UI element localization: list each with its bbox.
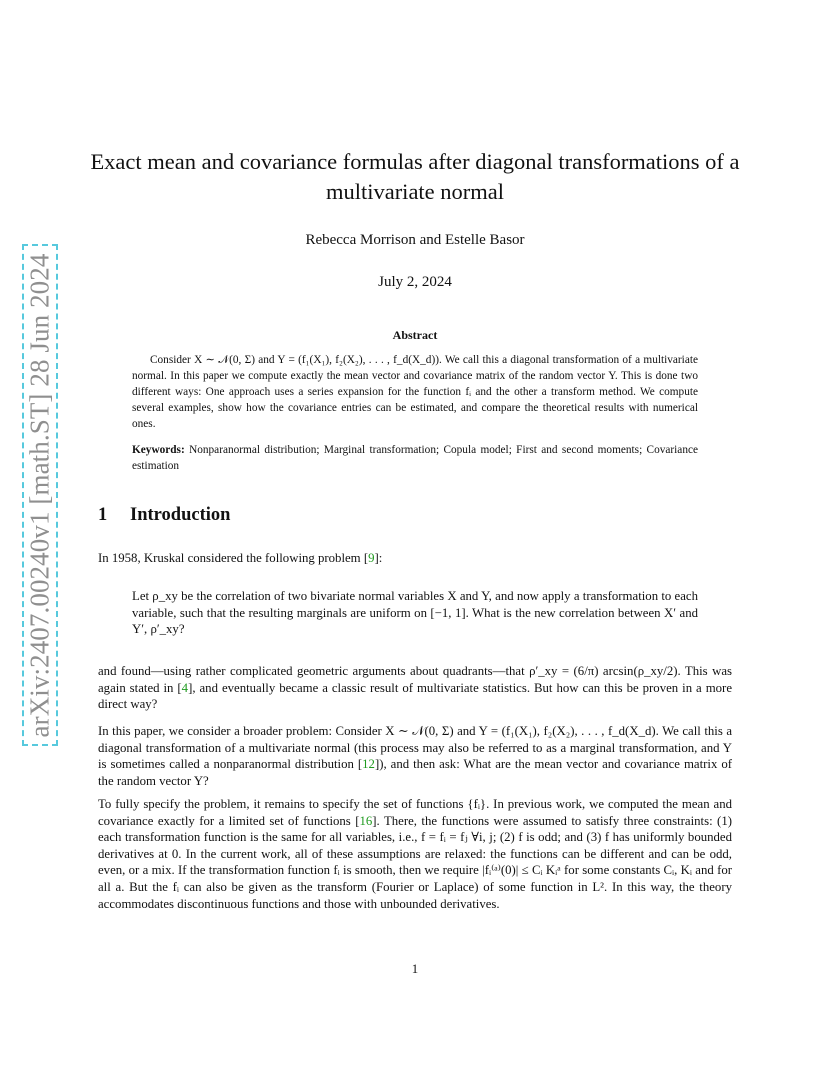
para-1-text: In 1958, Kruskal considered the following problem	[98, 551, 364, 565]
para-2-text: and found—using rather complicated geometric arguments about quadrants—that ρ′_xy = (6/π) arcsin(ρ_xy/2). This was again stated in	[98, 664, 732, 695]
abstract-heading: Abstract	[392, 328, 438, 342]
paper-authors: Rebecca Morrison and Estelle Basor	[305, 232, 525, 248]
intro-paragraph-2	[98, 663, 732, 713]
intro-paragraph-1	[98, 550, 732, 567]
para-1-text-end: :	[378, 551, 383, 565]
para-3-text-end: ), and then ask: What are the mean vector and covariance matrix of the random vector Y?	[98, 757, 732, 788]
para-4-text-end: . There, the functions were assumed to satisfy three constraints: (1) each transformation function is the same for all variables, i.e., f = fᵢ = fⱼ ∀i, j; (2) f is odd; and (3) f has uniformly bounded derivatives at 0. In the current work, all of these assumptions are relaxed: the functions can be different and can be odd, even, or a mix. If the transformation function fᵢ is smooth, then we require |fᵢ⁽ᵃ⁾(0)| ≤ Cᵢ Kᵢᵃ for some constants Cᵢ, Kᵢ and for all a. But the fᵢ can also be given as the transform (Fourier or Laplace) of some function in L². In this way, the theory accommodates discontinuous functions and those with unbounded derivatives.	[98, 813, 732, 911]
citation-link[interactable]: [ 16 ]	[355, 814, 376, 828]
section-number: 1	[98, 505, 108, 525]
para-4-text: To fully specify the problem, it remains to specify the set of functions {fᵢ}. In previous work, we computed the mean and covariance exactly for a limited set of functions	[98, 797, 732, 828]
keywords-text: Nonparanormal distribution; Marginal transformation; Copula model; First and second moments; Covariance estimation	[132, 444, 698, 472]
keywords	[132, 442, 698, 474]
para-3-text: In this paper, we consider a broader problem: Consider X ∼ 𝒩(0, Σ) and Y = (f₁(X₁), f₂(X₂), . . . , f_d(X_d). We call this a diagonal transformation of a multivariate normal (this process may also be referred to as a marginal transformation, and Y is sometimes called a nonparanormal distribution	[98, 724, 732, 772]
intro-paragraph-3	[98, 723, 732, 789]
para-2-text-end: , and eventually became a classic result of multivariate statistics. But how can this be proven in a more direct way?	[98, 680, 732, 712]
section-heading	[98, 505, 230, 526]
intro-paragraph-4	[98, 796, 732, 912]
citation-link[interactable]: [ 4 ]	[177, 681, 192, 695]
page-number: 1	[411, 962, 419, 976]
arxiv-identifier-stamp	[22, 244, 58, 746]
abstract-body: Consider X ∼ 𝒩(0, Σ) and Y = (f₁(X₁), f₂(X₂), . . . , f_d(X_d)). We call this a diagonal transformation of a multivariate normal. In this paper we compute exactly the mean vector and covariance matrix of the random vector Y. This is done two different ways: One approach uses a series expansion for the function fᵢ and the other a transform method. We compute several examples, show how the covariance entries can be estimated, and compare the theoretical results with numerical ones.	[132, 354, 698, 431]
arxiv-stamp-text: arXiv:2407.00240v1 [math.ST] 28 Jun 2024	[24, 253, 55, 737]
section-title: Introduction	[130, 505, 231, 525]
paper-date: July 2, 2024	[378, 274, 452, 290]
kruskal-problem-quote: Let ρ_xy be the correlation of two bivariate normal variables X and Y, and now apply a transformation to each variable, such that the resulting marginals are uniform on [−1, 1]. What is the new correlation between X′ and Y′, ρ′_xy?	[132, 589, 698, 637]
citation-link[interactable]: [ 12 ]	[358, 757, 379, 771]
citation-link[interactable]: [ 9 ]	[364, 551, 379, 565]
keywords-label: Keywords:	[132, 444, 185, 456]
paper-title: Exact mean and covariance formulas after diagonal transformations of a multivariate normal	[90, 149, 740, 204]
